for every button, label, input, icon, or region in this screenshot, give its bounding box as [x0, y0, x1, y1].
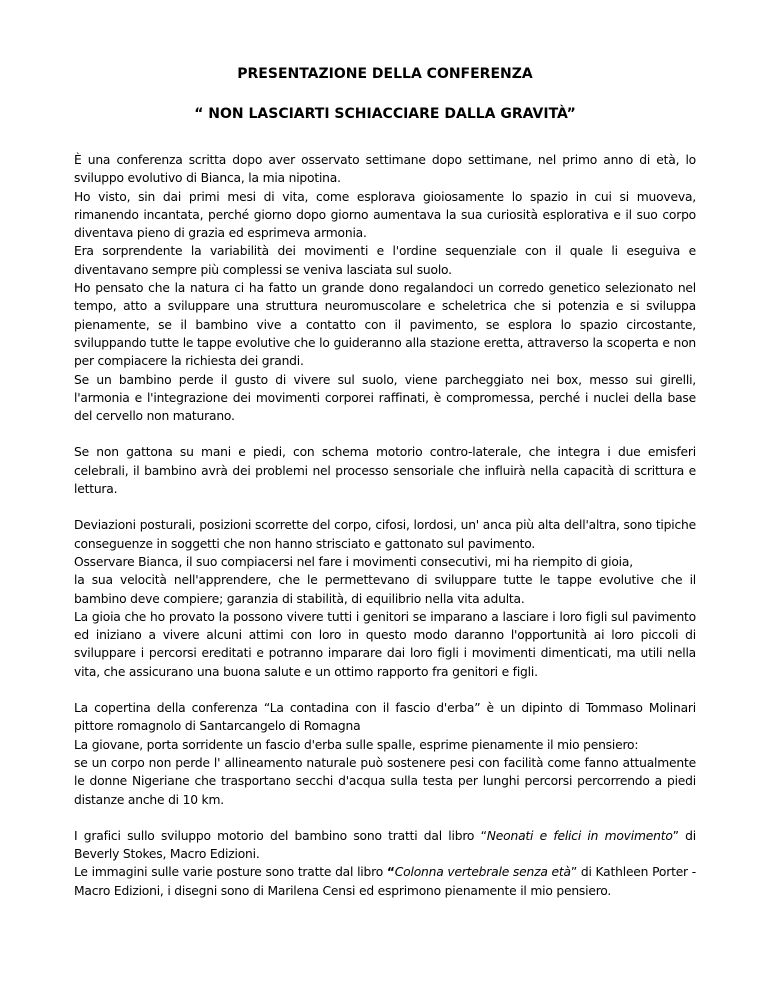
- paragraph: La copertina della conferenza “La contadina con il fascio d'erba” è un dipinto di Tommaso Molinari pittore romagnolo di Santarcangelo di Romagna: [74, 701, 696, 734]
- paragraph: la sua velocità nell'apprendere, che le permettevano di sviluppare tutte le tappe evolutive che il bambino deve compiere; garanzia di stabilità, di equilibrio nella vita adulta.: [74, 573, 696, 606]
- text-run: I grafici sullo sviluppo motorio del bambino sono tratti dal libro “: [74, 828, 487, 843]
- paragraph-gap: [74, 425, 696, 443]
- paragraph: Se non gattona su mani e piedi, con schema motorio contro-laterale, che integra i due emisferi celebrali, il bambino avrà dei problemi nel processo sensoriale che influirà nella capacità di scrittura e lettura.: [74, 445, 696, 497]
- paragraph: Ho pensato che la natura ci ha fatto un grande dono regalandoci un corredo genetico selezionato nel tempo, atto a sviluppare una struttura neuromuscolare e scheletrica che si potenzia e si sviluppa pienamente, se il bambino vive a contatto con il pavimento, se esplora lo spazio circostante, sviluppando tutte le tappe evolutive che lo guideranno alla stazione eretta, attraverso la scoperta e non per compiacere la richiesta dei grandi.: [74, 281, 696, 369]
- paragraph: È una conferenza scritta dopo aver osservato settimane dopo settimane, nel primo anno di età, lo sviluppo evolutivo di Bianca, la mia nipotina.: [74, 153, 696, 186]
- open-quote: “: [386, 865, 395, 880]
- document-page: [74, 60, 696, 900]
- text-run: ” di Beverly Stokes, Macro Edizioni.: [74, 828, 697, 862]
- paragraph: La gioia che ho provato la possono vivere tutti i genitori se imparano a lasciare i loro figli sul pavimento ed iniziano a vivere alcuni attimi con loro in questo modo daranno l'opportunità ai loro piccoli di sviluppare i percorsi ereditati e potranno imparare dai loro figli i movimenti dimenticati, ma utili nella vita, che assicurano una buona salute e un ottimo rapporto fra genitori e figli.: [74, 609, 696, 679]
- paragraph: se un corpo non perde l' allineamento naturale può sostenere pesi con facilità come fanno attualmente le donne Nigeriane che trasportano secchi d'acqua sulla testa per lunghi percorsi percorrendo a piedi distanze anche di 10 km.: [74, 755, 696, 807]
- conference-title: “ NON LASCIARTI SCHIACCIARE DALLA GRAVITÀ”: [194, 106, 576, 122]
- text-run: ” di Kathleen Porter - Macro Edizioni, i disegni sono di Marilena Censi ed esprimono pienamente il mio pensiero.: [74, 865, 696, 898]
- paragraph-graphics-source: [74, 827, 696, 864]
- paragraph: Deviazioni posturali, posizioni scorrette del corpo, cifosi, lordosi, un' anca più alta dell'altra, sono tipiche conseguenze in soggetti che non hanno strisciato e gattonato sul pavimento.: [74, 518, 696, 551]
- paragraph-images-source: [74, 863, 696, 900]
- paragraph: Se un bambino perde il gusto di vivere sul suolo, viene parcheggiato nei box, messo sui girelli, l'armonia e l'integrazione dei movimenti corporei raffinati, è compromessa, perché i nuclei della base del cervello non maturano.: [74, 372, 696, 424]
- paragraph: La giovane, porta sorridente un fascio d'erba sulle spalle, esprime pienamente il mio pensiero:: [74, 737, 639, 752]
- paragraph: Era sorprendente la variabilità dei movimenti e l'ordine sequenziale con il quale li eseguiva e diventavano sempre più complessi se veniva lasciata sul suolo.: [74, 244, 696, 277]
- paragraph: Ho visto, sin dai primi mesi di vita, come esplorava gioiosamente lo spazio in cui si muoveva, rimanendo incantata, perché giorno dopo giorno aumentava la sua curiosità esplorativa e il suo corpo diventava pieno di grazia ed esprimeva armonia.: [74, 189, 696, 241]
- paragraph-gap: [74, 809, 696, 827]
- book-title: Neonati e felici in movimento: [486, 828, 673, 843]
- paragraph-gap: [74, 681, 696, 699]
- paragraph-gap: [74, 498, 696, 516]
- page-title: PRESENTAZIONE DELLA CONFERENZA: [237, 66, 533, 82]
- book-title: Colonna vertebrale senza età: [394, 865, 571, 880]
- paragraph: Osservare Bianca, il suo compiacersi nel fare i movimenti consecutivi, mi ha riempito di gioia,: [74, 554, 633, 569]
- document-body: [74, 151, 696, 900]
- text-run: Le immagini sulle varie posture sono tratte dal libro: [74, 865, 387, 880]
